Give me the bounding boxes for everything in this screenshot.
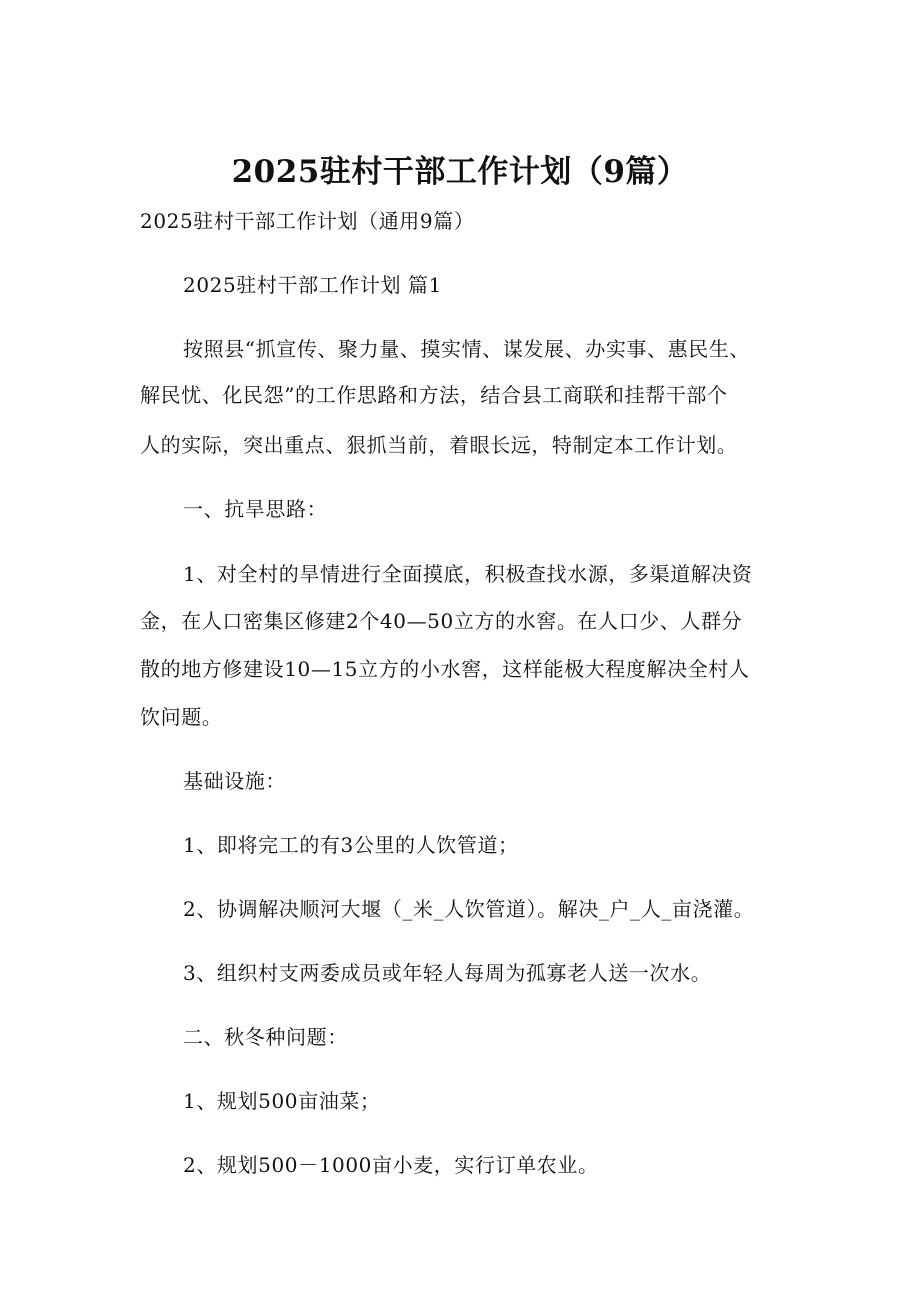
drought-line-3: 散的地方修建设10—15立方的小水窖，这样能极大程度解决全村人 [140, 657, 750, 681]
document-title: 2025驻村干部工作计划（9篇） [231, 154, 689, 190]
infra-item-1: 1、即将完工的有3公里的人饮管道； [183, 833, 519, 857]
infra-item-2: 2、协调解决顺河大堰（_米_人饮管道）。解决_户_人_亩浇灌。 [183, 897, 755, 921]
document-subtitle: 2025驻村干部工作计划（通用9篇） [140, 209, 475, 233]
heading-drought: 一、抗旱思路： [183, 497, 328, 521]
heading-infrastructure: 基础设施： [183, 769, 286, 793]
drought-line-4: 饮问题。 [140, 705, 223, 729]
section-heading: 2025驻村干部工作计划 篇1 [183, 273, 442, 297]
intro-line-3: 人的实际，突出重点、狠抓当前，着眼长远，特制定本工作计划。 [140, 433, 738, 457]
intro-line-2: 解民忧、化民怨”的工作思路和方法，结合县工商联和挂帮干部个 [140, 383, 728, 407]
heading-planting: 二、秋冬种问题： [183, 1025, 348, 1049]
drought-line-2: 金，在人口密集区修建2个40—50立方的水窖。在人口少、人群分 [140, 609, 743, 633]
planting-item-1: 1、规划500亩油菜； [183, 1089, 381, 1113]
planting-item-2: 2、规划500－1000亩小麦，实行订单农业。 [183, 1153, 599, 1177]
drought-line-1: 1、对全村的旱情进行全面摸底，积极查找水源，多渠道解决资 [183, 562, 753, 586]
infra-item-3: 3、组织村支两委成员或年轻人每周为孤寡老人送一次水。 [183, 961, 712, 985]
intro-line-1: 按照县“抓宣传、聚力量、摸实情、谋发展、办实事、惠民生、 [183, 337, 751, 361]
